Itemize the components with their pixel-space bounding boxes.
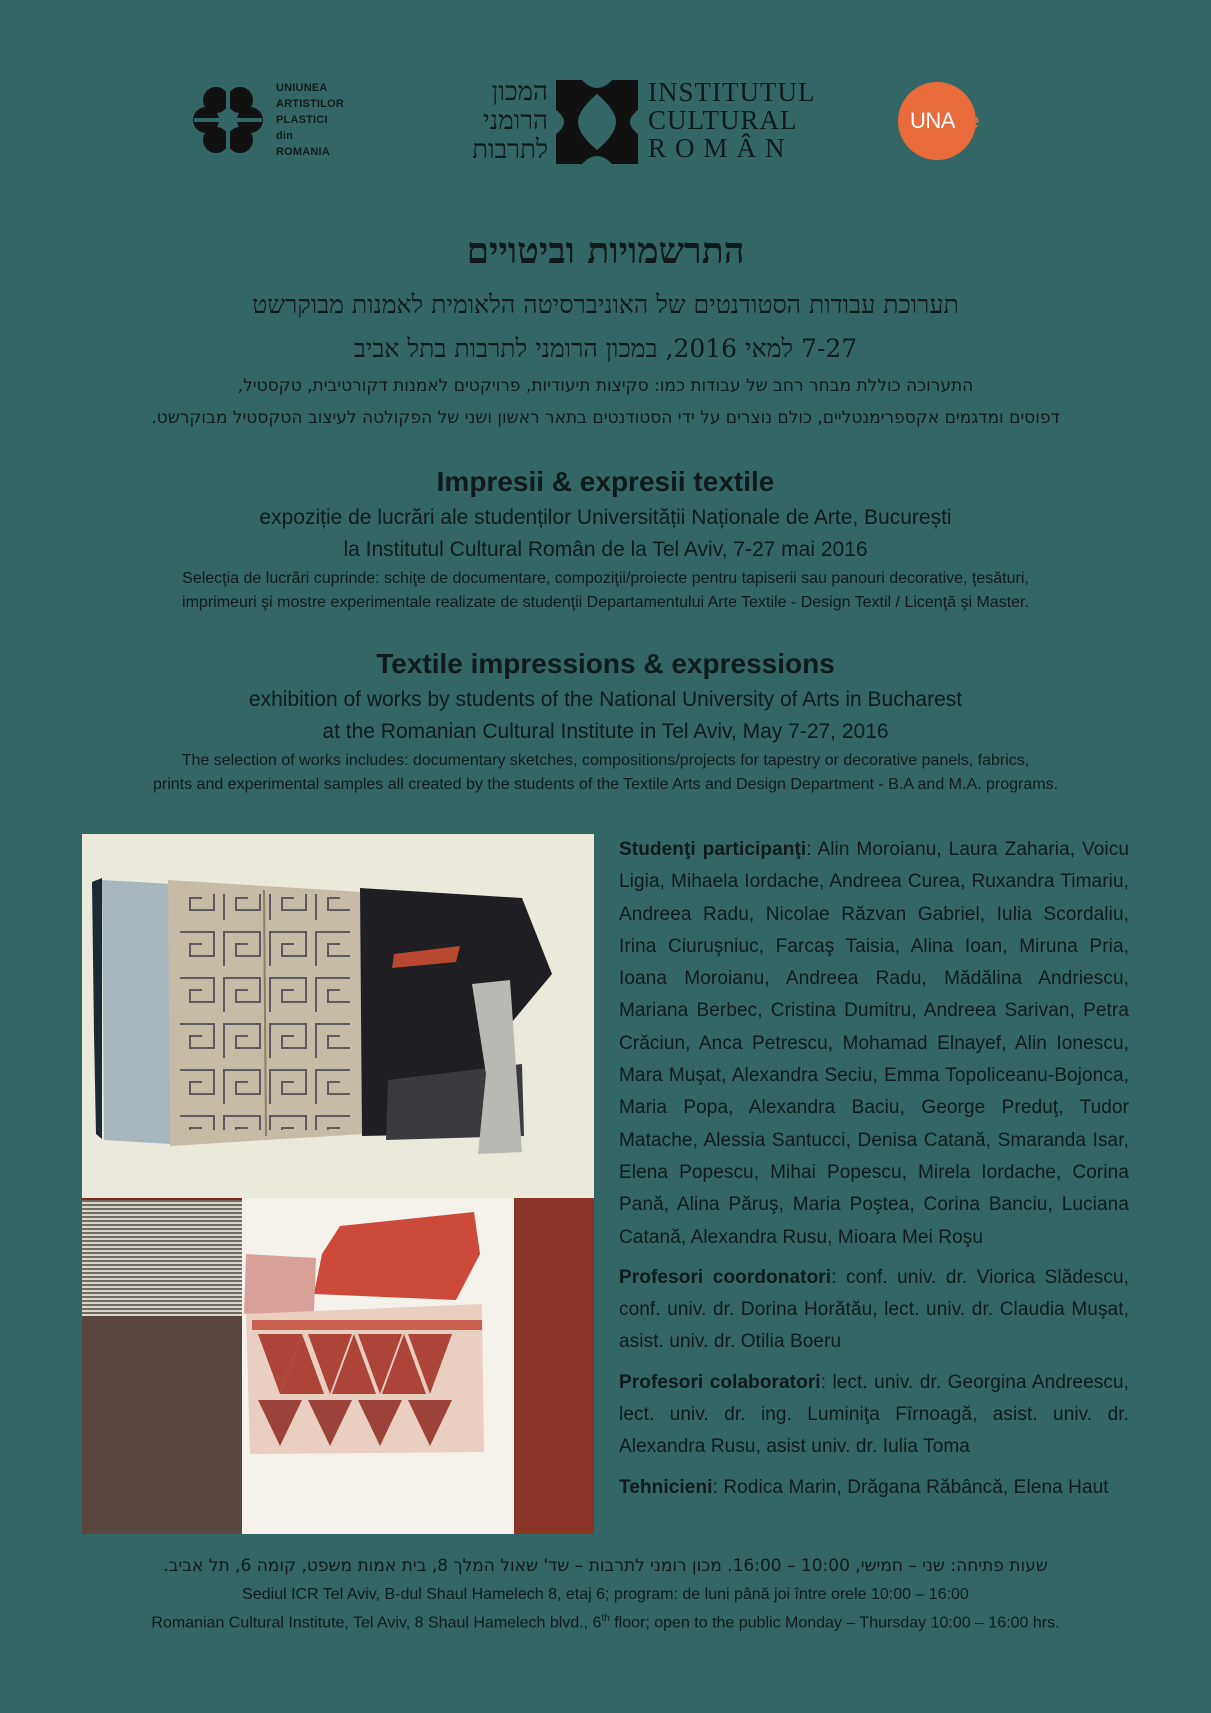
- students-paragraph: [619, 834, 1129, 1254]
- romanian-subtitle: expoziție de lucrări ale studenților Universității Naționale de Arte, București: [259, 506, 952, 529]
- coordinators-paragraph: [619, 1262, 1129, 1359]
- students-list: : Alin Moroianu, Laura Zaharia, Voicu Ligia, Mihaela Iordache, Andreea Curea, Ruxandra Timariu, Andreea Radu, Nicolae Răzvan Gabriel, Iulia Scordaliu, Irina Ciuruşniuc, Farcaş Taisia, Alina Ioan, Miruna Pria, Ioana Moroianu, Andreea Radu, Mădălina Andriescu, Mariana Berbec, Cristina Dumitru, Andreea Sarivan, Petra Crăciun, Anca Petrescu, Mohamad Elnayef, Alin Ionescu, Mara Muşat, Alexandra Seciu, Emma Topoliceanu-Bojonca, Maria Popa, Alexandra Baciu, George Preduţ, Tudor Matache, Alessia Santucci, Denisa Catană, Smaranda Isar, Elena Popescu, Mihai Popescu, Mirela Iordache, Corina Pană, Alina Păruş, Maria Poştea, Corina Banciu, Luciana Catană, Alexandra Rusu, Mioara Mei Roşu: [619, 839, 1129, 1248]
- hebrew-description-line1: התערוכה כוללת מבחר רחב של עבודות כמו: סקיצות תיעודיות, פרויקטים לאמנות דקורטיבית, טקסטיל,: [237, 376, 974, 396]
- hebrew-dates: 7-27 למאי 2016, במכון הרומני לתרבות בתל אביב: [353, 334, 858, 363]
- romanian-dates: la Institutul Cultural Român de la Tel Aviv, 7-27 mai 2016: [343, 538, 868, 561]
- artwork-photo: [82, 834, 594, 1534]
- uap-clover-icon: [192, 84, 264, 156]
- technicians-paragraph: [619, 1472, 1129, 1504]
- technicians-label: Tehnicieni: [619, 1476, 713, 1498]
- coordinators-list: : conf. univ. dr. Viorica Slădescu, conf. univ. dr. Dorina Horătău, lect. univ. dr. Claudia Muşat, asist. univ. dr. Otilia Boeru: [619, 1266, 1129, 1353]
- romanian-description-line1: Selecţia de lucrări cuprinde: schiţe de documentare, compoziţii/proiecte pentru tapiserii sau panouri decorative, ţesături,: [182, 570, 1029, 587]
- unarte-logo: [898, 82, 1018, 162]
- english-description-line2: prints and experimental samples all created by the students of the Textile Arts and Design Department - B.A and M.A. programs.: [152, 776, 1059, 793]
- english-subtitle: exhibition of works by students of the National University of Arts in Bucharest: [248, 688, 963, 711]
- collaborators-label: Profesori colaboratori: [619, 1371, 821, 1393]
- footer-hebrew: שעות פתיחה: שני – חמישי, 10:00 – 16:00. מכון רומני לתרבות – שד' שאול המלך 8, בית אמות משפט, קומה 6, תל אביב.: [163, 1556, 1048, 1576]
- technicians-list: : Rodica Marin, Drăgana Răbâncă, Elena Haut: [712, 1476, 1109, 1498]
- uap-logo-text: UNIUNEA ARTISTILOR PLASTICI din ROMANIA: [276, 82, 344, 158]
- uap-logo: [192, 80, 372, 170]
- english-title: Textile impressions & expressions: [376, 648, 835, 679]
- english-dates: at the Romanian Cultural Institute in Tel Aviv, May 7-27, 2016: [322, 720, 889, 743]
- icr-logo-hebrew: המכון הרומני לתרבות: [472, 77, 548, 165]
- collaborators-paragraph: [619, 1367, 1129, 1464]
- romanian-description-line2: imprimeuri şi mostre experimentale realizate de studenţii Departamentului Arte Textile - Design Textil / Licenţă şi Master.: [182, 594, 1029, 611]
- students-label: Studenţi participanţi: [619, 839, 807, 860]
- english-description-line1: The selection of works includes: documentary sketches, compositions/projects for tapestry or decorative panels, fabrics,: [181, 752, 1030, 769]
- footer-romanian: Sediul ICR Tel Aviv, B-dul Shaul Hamelech 8, etaj 6; program: de luni până joi între orele 10:00 – 16:00: [242, 1586, 969, 1603]
- credits-panel: [619, 834, 1129, 1512]
- icr-logo-romanian: INSTITUTUL CULTURAL ROMÂN: [648, 77, 816, 163]
- footer-english: Romanian Cultural Institute, Tel Aviv, 8 Shaul Hamelech blvd., 6th floor; open to the public Monday – Thursday 10:00 – 16:00 hrs.: [151, 1613, 1060, 1632]
- romanian-title: Impresii & expresii textile: [436, 466, 775, 497]
- collaborators-list: : lect. univ. dr. Georgina Andreescu, lect. univ. dr. ing. Luminiţa Fîrnoagă, asist. univ. dr. Alexandra Rusu, asist univ. dr. Iulia Toma: [619, 1371, 1129, 1458]
- coordinators-label: Profesori coordonatori: [619, 1266, 832, 1288]
- icr-emblem-icon: [556, 80, 638, 164]
- hebrew-title: התרשמויות וביטויים: [466, 230, 745, 272]
- unarte-wordmark: UNArte: [910, 108, 980, 133]
- icr-logo: [446, 77, 816, 170]
- hebrew-description-line2: דפוסים ומדגמים אקספרימנטליים, כולם נוצרים על ידי הסטודנטים בתאר ראשון ושני של הפקולטה לעיצוב הטקסטיל מבוקרשט.: [151, 408, 1060, 428]
- hebrew-subtitle: תערוכת עבודות הסטודנטים של האוניברסיטה הלאומית לאמנות מבוקרשט: [252, 290, 959, 319]
